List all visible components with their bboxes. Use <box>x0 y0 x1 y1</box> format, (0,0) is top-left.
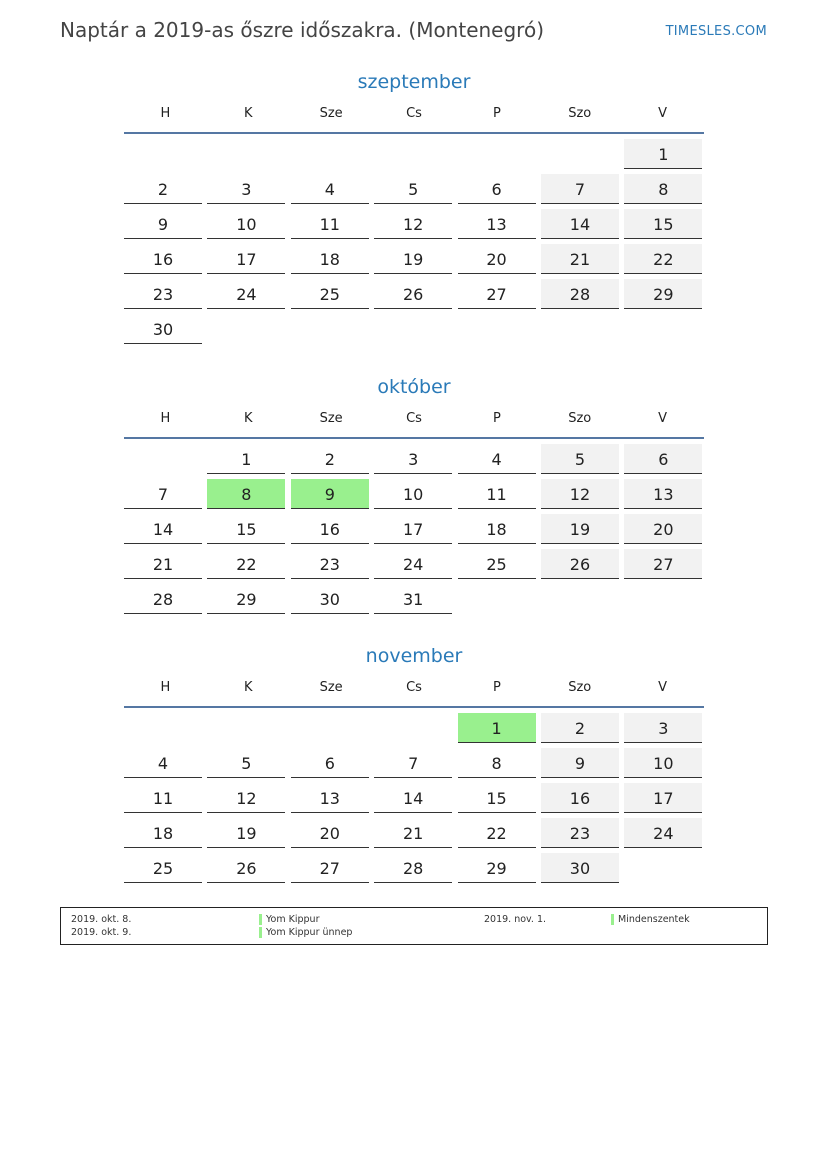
day-cell: 25 <box>458 549 536 579</box>
day-cell: 14 <box>374 783 452 813</box>
empty-day-cell <box>374 713 452 743</box>
weekday-label: P <box>492 411 501 426</box>
day-cell: 7 <box>374 748 452 778</box>
weekday-label: V <box>658 411 668 426</box>
day-cell: 26 <box>374 279 452 309</box>
weekday-label: H <box>160 411 171 426</box>
day-cell: 29 <box>458 853 536 883</box>
day-cell: 5 <box>207 748 285 778</box>
holiday-color-swatch <box>259 914 262 925</box>
day-cell: 6 <box>291 748 369 778</box>
day-cell: 28 <box>124 584 202 614</box>
day-cell: 16 <box>124 244 202 274</box>
day-cell: 19 <box>207 818 285 848</box>
weekend-day-cell: 22 <box>624 244 702 274</box>
day-cell: 24 <box>207 279 285 309</box>
day-cell: 2 <box>124 174 202 204</box>
weekend-day-cell: 23 <box>541 818 619 848</box>
day-cell: 23 <box>124 279 202 309</box>
month-november <box>124 642 704 883</box>
weekday-label: K <box>244 411 253 426</box>
holiday-day-cell: 8 <box>207 479 285 509</box>
holiday-day-cell: 1 <box>458 713 536 743</box>
day-cell: 21 <box>124 549 202 579</box>
weekend-day-cell: 14 <box>541 209 619 239</box>
day-cell: 25 <box>291 279 369 309</box>
weekend-day-cell: 2 <box>541 713 619 743</box>
weekend-day-cell: 9 <box>541 748 619 778</box>
weekday-label: P <box>492 680 501 695</box>
day-cell: 22 <box>207 549 285 579</box>
day-cell: 17 <box>207 244 285 274</box>
legend-date: 2019. nov. 1. <box>484 914 547 925</box>
day-cell: 9 <box>124 209 202 239</box>
month-october <box>124 373 704 614</box>
weekday-label: Sze <box>319 106 343 121</box>
weekend-day-cell: 6 <box>624 444 702 474</box>
holiday-legend <box>60 907 768 945</box>
day-cell: 4 <box>124 748 202 778</box>
day-cell: 11 <box>458 479 536 509</box>
empty-day-cell <box>291 713 369 743</box>
day-cell: 19 <box>374 244 452 274</box>
month-september <box>124 68 704 344</box>
day-cell: 16 <box>291 514 369 544</box>
day-cell: 23 <box>291 549 369 579</box>
weekend-day-cell: 12 <box>541 479 619 509</box>
day-cell: 22 <box>458 818 536 848</box>
legend-holiday-name: Yom Kippur <box>266 914 320 925</box>
legend-date: 2019. okt. 8. <box>71 914 132 925</box>
weekday-label: V <box>658 106 668 121</box>
weekend-day-cell: 10 <box>624 748 702 778</box>
weekday-label: K <box>244 680 253 695</box>
month-name: szeptember <box>357 71 471 93</box>
day-cell: 27 <box>291 853 369 883</box>
day-cell: 20 <box>458 244 536 274</box>
holiday-day-cell: 9 <box>291 479 369 509</box>
day-cell: 13 <box>458 209 536 239</box>
day-cell: 17 <box>374 514 452 544</box>
legend-entry <box>259 926 352 939</box>
weekend-day-cell: 19 <box>541 514 619 544</box>
day-cell: 11 <box>124 783 202 813</box>
day-cell: 18 <box>458 514 536 544</box>
legend-entry <box>259 913 319 926</box>
day-cell: 2 <box>291 444 369 474</box>
day-cell: 7 <box>124 479 202 509</box>
day-cell: 24 <box>374 549 452 579</box>
weekend-day-cell: 15 <box>624 209 702 239</box>
day-cell: 10 <box>374 479 452 509</box>
legend-holiday-name: Mindenszentek <box>618 914 690 925</box>
day-cell: 4 <box>291 174 369 204</box>
weekend-day-cell: 27 <box>624 549 702 579</box>
weekday-label: V <box>658 680 668 695</box>
weekday-label: Szo <box>568 680 592 695</box>
day-cell: 15 <box>207 514 285 544</box>
day-cell: 14 <box>124 514 202 544</box>
weekend-day-cell: 20 <box>624 514 702 544</box>
day-cell: 28 <box>374 853 452 883</box>
day-cell: 3 <box>207 174 285 204</box>
weekend-day-cell: 16 <box>541 783 619 813</box>
weekday-label: H <box>160 106 171 121</box>
month-name: október <box>377 376 451 398</box>
day-cell: 18 <box>124 818 202 848</box>
legend-holiday-name: Yom Kippur ünnep <box>266 927 353 938</box>
legend-date: 2019. okt. 9. <box>71 927 132 938</box>
empty-day-cell <box>124 139 202 169</box>
weekend-day-cell: 17 <box>624 783 702 813</box>
empty-day-cell <box>207 713 285 743</box>
legend-entry <box>611 913 690 926</box>
weekend-day-cell: 29 <box>624 279 702 309</box>
day-cell: 27 <box>458 279 536 309</box>
day-grid <box>124 713 704 883</box>
day-cell: 4 <box>458 444 536 474</box>
day-cell: 20 <box>291 818 369 848</box>
weekend-day-cell: 13 <box>624 479 702 509</box>
weekday-label: Cs <box>406 106 422 121</box>
weekday-header <box>124 674 704 708</box>
weekend-day-cell: 7 <box>541 174 619 204</box>
day-cell: 26 <box>207 853 285 883</box>
weekend-day-cell: 28 <box>541 279 619 309</box>
weekday-label: P <box>492 106 501 121</box>
weekday-label: Cs <box>406 411 422 426</box>
empty-day-cell <box>291 139 369 169</box>
weekday-label: H <box>160 680 171 695</box>
day-cell: 1 <box>207 444 285 474</box>
weekend-day-cell: 21 <box>541 244 619 274</box>
day-grid <box>124 444 704 614</box>
day-cell: 8 <box>458 748 536 778</box>
empty-day-cell <box>124 713 202 743</box>
weekday-label: K <box>244 106 253 121</box>
day-cell: 15 <box>458 783 536 813</box>
empty-day-cell <box>374 139 452 169</box>
day-cell: 12 <box>207 783 285 813</box>
day-cell: 31 <box>374 584 452 614</box>
weekend-day-cell: 26 <box>541 549 619 579</box>
weekday-header <box>124 405 704 439</box>
day-cell: 5 <box>374 174 452 204</box>
weekend-day-cell: 8 <box>624 174 702 204</box>
day-cell: 11 <box>291 209 369 239</box>
day-cell: 21 <box>374 818 452 848</box>
weekday-label: Sze <box>319 411 343 426</box>
day-cell: 30 <box>291 584 369 614</box>
weekday-label: Cs <box>406 680 422 695</box>
holiday-color-swatch <box>611 914 614 925</box>
weekday-header <box>124 100 704 134</box>
weekday-label: Sze <box>319 680 343 695</box>
day-cell: 3 <box>374 444 452 474</box>
month-name: november <box>365 645 463 667</box>
day-cell: 10 <box>207 209 285 239</box>
holiday-color-swatch <box>259 927 262 938</box>
day-cell: 12 <box>374 209 452 239</box>
day-grid <box>124 139 704 344</box>
day-cell: 6 <box>458 174 536 204</box>
day-cell: 25 <box>124 853 202 883</box>
empty-day-cell <box>458 139 536 169</box>
empty-day-cell <box>541 139 619 169</box>
day-cell: 13 <box>291 783 369 813</box>
weekday-label: Szo <box>568 411 592 426</box>
weekend-day-cell: 24 <box>624 818 702 848</box>
day-cell: 29 <box>207 584 285 614</box>
page-title: Naptár a 2019-as őszre időszakra. (Montenegró) <box>60 18 545 42</box>
weekday-label: Szo <box>568 106 592 121</box>
weekend-day-cell: 5 <box>541 444 619 474</box>
empty-day-cell <box>124 444 202 474</box>
brand-logo-text[interactable]: TIMESLES.COM <box>665 24 767 39</box>
day-cell: 18 <box>291 244 369 274</box>
day-cell: 30 <box>124 314 202 344</box>
empty-day-cell <box>207 139 285 169</box>
weekend-day-cell: 30 <box>541 853 619 883</box>
weekend-day-cell: 3 <box>624 713 702 743</box>
weekend-day-cell: 1 <box>624 139 702 169</box>
